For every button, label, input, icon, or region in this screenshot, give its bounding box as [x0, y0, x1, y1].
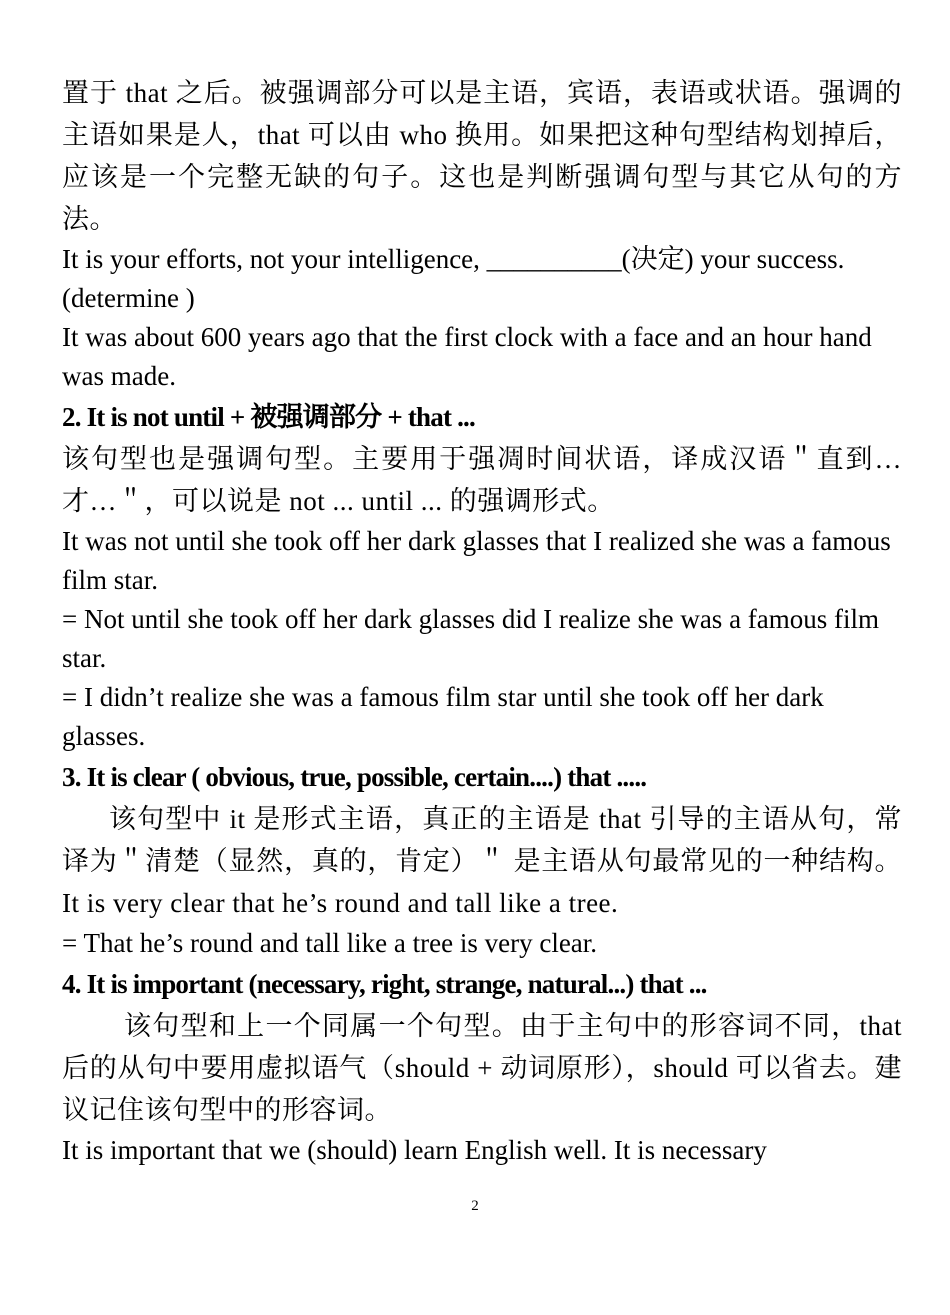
paragraph-it-is-important-explanation: 该句型和上一个同属一个句型。由于主句中的形容词不同，that 后的从句中要用虚拟语气（should + 动词原形），should 可以省去。建议记住该句型中的形容词。 [62, 1011, 902, 1125]
example-learn-english: It is important that we (should) learn English well. It is necessary [62, 1135, 767, 1165]
document-body [62, 72, 902, 1170]
example-dark-glasses-inversion: = Not until she took off her dark glasses did I realize she was a famous film star. [62, 604, 880, 673]
example-dark-glasses-plain: = I didn’t realize she was a famous film star until she took off her dark glasses. [62, 682, 824, 751]
example-round-and-tall: = That he’s round and tall like a tree is very clear. [62, 928, 598, 958]
heading-it-is-important: 4. It is important (necessary, right, strange, natural...) that ... [62, 969, 707, 999]
heading-it-is-clear: 3. It is clear ( obvious, true, possible, certain....) that ..... [62, 762, 647, 792]
page-number: 2 [471, 1198, 479, 1214]
paragraph-emphasis-rules: 置于 that 之后。被强调部分可以是主语，宾语，表语或状语。强调的主语如果是人，that 可以由 who 换用。如果把这种句型结构划掉后，应该是一个完整无缺的句子。这也是判断强调句型与其它从句的方法。 [62, 78, 902, 234]
example-fill-in-blank: It is your efforts, not your intelligence, __________(决定) your success. (determine ) [62, 244, 845, 313]
example-dark-glasses: It was not until she took off her dark glasses that I realized she was a famous film star. [62, 526, 891, 595]
example-clock: It was about 600 years ago that the first clock with a face and an hour hand was made. [62, 322, 872, 391]
heading-not-until: 2. It is not until + 被强调部分 + that ... [62, 402, 475, 432]
paragraph-not-until-explanation: 该句型也是强调句型。主要用于强凋时间状语，译成汉语＂直到…才…＂，可以说是 not ... until ... 的强调形式。 [62, 444, 902, 516]
paragraph-it-is-clear-explanation: 该句型中 it 是形式主语，真正的主语是 that 引导的主语从句，常译为＂清楚（显然，真的，肯定）＂ 是主语从句最常见的一种结构。It is very clear that he’s round and tall like a tree. [62, 804, 902, 918]
